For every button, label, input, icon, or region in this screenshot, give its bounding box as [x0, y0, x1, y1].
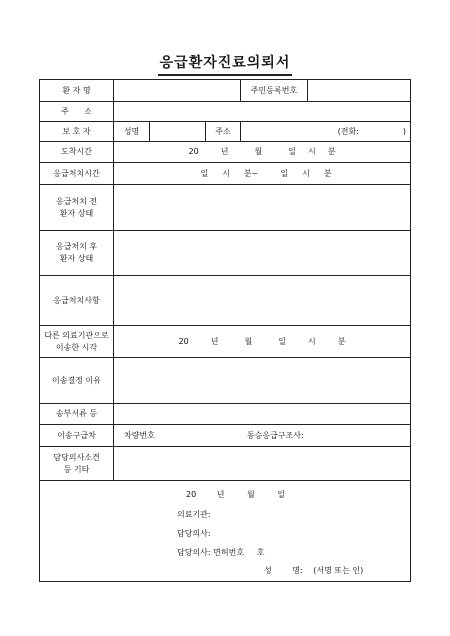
- row-transfer-reason: [40, 358, 411, 404]
- arrival-year-unit: 년: [220, 147, 229, 156]
- transfer-hour-unit: 시: [307, 336, 316, 346]
- row-transfer-time: [40, 326, 411, 358]
- footer-month-unit: 월: [247, 490, 255, 499]
- patient-name-field[interactable]: [114, 80, 241, 102]
- row-pre-state: [40, 185, 411, 231]
- footer-year: 20: [186, 490, 197, 499]
- row-patient-name: [40, 80, 411, 102]
- ambulance-field[interactable]: [114, 425, 411, 447]
- address-field[interactable]: [114, 102, 411, 122]
- row-post-state: [40, 231, 411, 276]
- treatment-tilde: 분~: [243, 168, 259, 178]
- form-title: 응급환자진료의뢰서: [158, 55, 293, 76]
- transfer-month-unit: 월: [244, 336, 253, 346]
- treatment-start-day: 일: [200, 168, 209, 178]
- post-state-label: [40, 231, 114, 276]
- arrival-day-unit: 일: [288, 147, 296, 156]
- resident-no-cell: [241, 80, 411, 102]
- vehicle-no-label: 차량번호: [124, 430, 155, 440]
- documents-field[interactable]: [114, 404, 411, 425]
- footer-year-unit: 년: [216, 490, 225, 499]
- footer-signature-label-1: 성: [264, 566, 272, 575]
- arrival-time-label: 도착시간: [40, 142, 114, 163]
- row-documents: [40, 404, 411, 425]
- row-guardian: [40, 122, 411, 142]
- treatment-time-field[interactable]: [114, 163, 411, 185]
- row-address: [40, 102, 411, 122]
- transfer-reason-label: 이송결정 이유: [40, 358, 114, 404]
- pre-state-label-line1: 응급처치 전: [55, 196, 98, 206]
- row-doctor-opinion: [40, 447, 411, 481]
- footer-institution: 의료기관:: [177, 510, 211, 519]
- doctor-opinion-label: [40, 447, 114, 481]
- pre-state-field[interactable]: [114, 185, 411, 231]
- arrival-month-unit: 월: [254, 147, 263, 156]
- arrival-hour-unit: 시: [307, 147, 316, 156]
- transfer-minute-unit: 분: [337, 336, 346, 346]
- pre-state-label-line2: 환자 상태: [59, 208, 94, 218]
- transfer-time-label: [40, 326, 114, 358]
- footer-signature-label-2: 명:: [292, 566, 303, 575]
- address-label: 주 소: [40, 102, 114, 122]
- referral-form-table: [39, 79, 411, 582]
- footer-license: [177, 547, 264, 559]
- transfer-time-field[interactable]: [114, 326, 411, 358]
- treatment-items-field[interactable]: [114, 276, 411, 326]
- row-treatment-items: [40, 276, 411, 326]
- post-state-field[interactable]: [114, 231, 411, 276]
- treatment-items-label: 응급처치사항: [40, 276, 114, 326]
- doctor-opinion-label-line1: 담당의사소견: [53, 452, 100, 462]
- guardian-address-field[interactable]: [241, 122, 411, 142]
- footer-day-unit: 일: [277, 490, 286, 499]
- arrival-year: 20: [188, 147, 199, 156]
- doctor-opinion-field[interactable]: [114, 447, 411, 481]
- treatment-start-hour: 시: [222, 168, 230, 178]
- guardian-name-label: 성명: [114, 122, 150, 142]
- treatment-end-hour: 시: [302, 168, 310, 178]
- arrival-time-field[interactable]: [114, 142, 411, 163]
- treatment-end-minute: 분: [323, 168, 332, 178]
- row-arrival-time: [40, 142, 411, 163]
- row-ambulance: [40, 425, 411, 447]
- transfer-year: 20: [178, 336, 189, 346]
- transfer-year-unit: 년: [210, 336, 219, 346]
- guardian-phone-close: ): [402, 126, 407, 136]
- rescuer-label: 동승응급구조사:: [246, 430, 304, 440]
- arrival-minute-unit: 분: [327, 147, 336, 156]
- transfer-time-label-line2: 이송한 시각: [55, 342, 98, 352]
- resident-no-field[interactable]: [308, 80, 410, 101]
- documents-label: 송부서류 등: [40, 404, 114, 425]
- footer-license-label: 담당의사: 면허번호: [177, 548, 245, 557]
- doctor-opinion-label-line2: 등 기타: [63, 464, 90, 474]
- transfer-reason-field[interactable]: [114, 358, 411, 404]
- ambulance-label: 이송구급차: [40, 425, 114, 447]
- treatment-end-day: 일: [280, 168, 289, 178]
- signature-block: [40, 481, 411, 582]
- treatment-time-label: 응급처치시간: [40, 163, 114, 185]
- footer-date: [186, 489, 285, 501]
- footer-signature-hint: (서명 또는 인): [313, 566, 364, 575]
- post-state-label-line2: 환자 상태: [59, 254, 94, 263]
- pre-state-label: [40, 185, 114, 231]
- row-signature-block: [40, 481, 411, 582]
- post-state-label-line1: 응급처치 후: [55, 242, 98, 251]
- footer-license-unit: 호: [256, 548, 265, 557]
- resident-no-label: 주민등록번호: [241, 80, 308, 101]
- row-treatment-time: [40, 163, 411, 185]
- transfer-time-label-line1: 다른 의료기관으로: [44, 330, 109, 340]
- form-title-wrap: [0, 52, 450, 76]
- patient-name-label: 환 자 명: [40, 80, 114, 102]
- guardian-name-field[interactable]: [150, 122, 206, 142]
- guardian-label: 보 호 자: [40, 122, 114, 142]
- guardian-phone-label: (전화:: [337, 126, 359, 136]
- footer-doctor: 담당의사:: [177, 529, 211, 538]
- transfer-day-unit: 일: [278, 336, 286, 346]
- guardian-address-label: 주소: [206, 122, 241, 142]
- footer-signature: [264, 565, 363, 577]
